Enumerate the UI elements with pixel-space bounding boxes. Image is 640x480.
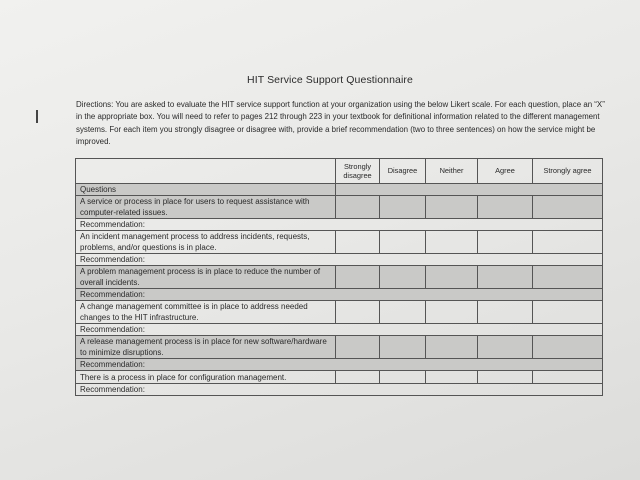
question-row [76, 196, 603, 219]
rating-box-disagree[interactable] [380, 336, 426, 359]
questions-header-row [76, 184, 603, 196]
recommendation-row [76, 359, 603, 371]
recommendation-field[interactable]: Recommendation: [76, 219, 603, 231]
rating-box-agree[interactable] [478, 266, 533, 289]
recommendation-field[interactable]: Recommendation: [76, 289, 603, 301]
rating-box-strongly-agree[interactable] [533, 336, 603, 359]
recommendation-row [76, 219, 603, 231]
rating-box-strongly-agree[interactable] [533, 196, 603, 219]
recommendation-row [76, 254, 603, 266]
question-text: A service or process in place for users to request assistance with computer-related issues. [76, 196, 336, 219]
likert-table [75, 158, 603, 396]
rating-box-disagree[interactable] [380, 196, 426, 219]
rating-box-agree[interactable] [478, 196, 533, 219]
scale-header-agree: Agree [478, 159, 533, 184]
rating-box-strongly-disagree[interactable] [336, 231, 380, 254]
question-row [76, 266, 603, 289]
rating-box-disagree[interactable] [380, 266, 426, 289]
recommendation-field[interactable]: Recommendation: [76, 359, 603, 371]
rating-box-neither[interactable] [426, 231, 478, 254]
question-row [76, 231, 603, 254]
scale-header-disagree: Disagree [380, 159, 426, 184]
recommendation-row [76, 289, 603, 301]
questions-header-spacer [336, 184, 603, 196]
rating-box-strongly-disagree[interactable] [336, 371, 380, 384]
scale-header-row [76, 159, 603, 184]
recommendation-row [76, 324, 603, 336]
rating-box-disagree[interactable] [380, 371, 426, 384]
rating-box-strongly-agree[interactable] [533, 231, 603, 254]
question-row [76, 336, 603, 359]
question-text: A change management committee is in place to address needed changes to the HIT infrastructure. [76, 301, 336, 324]
recommendation-row [76, 384, 603, 396]
question-text: A problem management process is in place to reduce the number of overall incidents. [76, 266, 336, 289]
rating-box-neither[interactable] [426, 196, 478, 219]
rating-box-disagree[interactable] [380, 231, 426, 254]
margin-mark [36, 110, 38, 123]
question-text: An incident management process to address incidents, requests, problems, and/or questions is in place. [76, 231, 336, 254]
rating-box-agree[interactable] [478, 231, 533, 254]
rating-box-neither[interactable] [426, 336, 478, 359]
scale-header-neither: Neither [426, 159, 478, 184]
rating-box-strongly-agree[interactable] [533, 371, 603, 384]
scale-header-strongly-agree: Strongly agree [533, 159, 603, 184]
recommendation-field[interactable]: Recommendation: [76, 324, 603, 336]
page-title: HIT Service Support Questionnaire [247, 74, 413, 86]
rating-box-strongly-disagree[interactable] [336, 196, 380, 219]
rating-box-agree[interactable] [478, 371, 533, 384]
questions-label: Questions [76, 184, 336, 196]
rating-box-agree[interactable] [478, 336, 533, 359]
rating-box-agree[interactable] [478, 301, 533, 324]
question-text: A release management process is in place for new software/hardware to minimize disruptions. [76, 336, 336, 359]
rating-box-disagree[interactable] [380, 301, 426, 324]
question-row [76, 301, 603, 324]
rating-box-neither[interactable] [426, 266, 478, 289]
directions-paragraph: Directions: You are asked to evaluate the HIT service support function at your organization using the below Likert scale. For each question, place an “X” in the appropriate box. You will need to refer to pages 212 through 223 in your textbook for definitional information related to the different management systems. For each item you strongly disagree or disagree with, provide a brief recommendation (two to three sentences) on how the service might be improved. [76, 100, 605, 147]
scale-header-strongly-disagree: Strongly disagree [336, 159, 380, 184]
header-blank-cell [76, 159, 336, 184]
rating-box-strongly-disagree[interactable] [336, 301, 380, 324]
recommendation-field[interactable]: Recommendation: [76, 254, 603, 266]
rating-box-neither[interactable] [426, 371, 478, 384]
question-text: There is a process in place for configuration management. [76, 371, 336, 384]
recommendation-field[interactable]: Recommendation: [76, 384, 603, 396]
rating-box-strongly-disagree[interactable] [336, 266, 380, 289]
rating-box-strongly-agree[interactable] [533, 301, 603, 324]
rating-box-strongly-disagree[interactable] [336, 336, 380, 359]
question-row [76, 371, 603, 384]
rating-box-strongly-agree[interactable] [533, 266, 603, 289]
rating-box-neither[interactable] [426, 301, 478, 324]
